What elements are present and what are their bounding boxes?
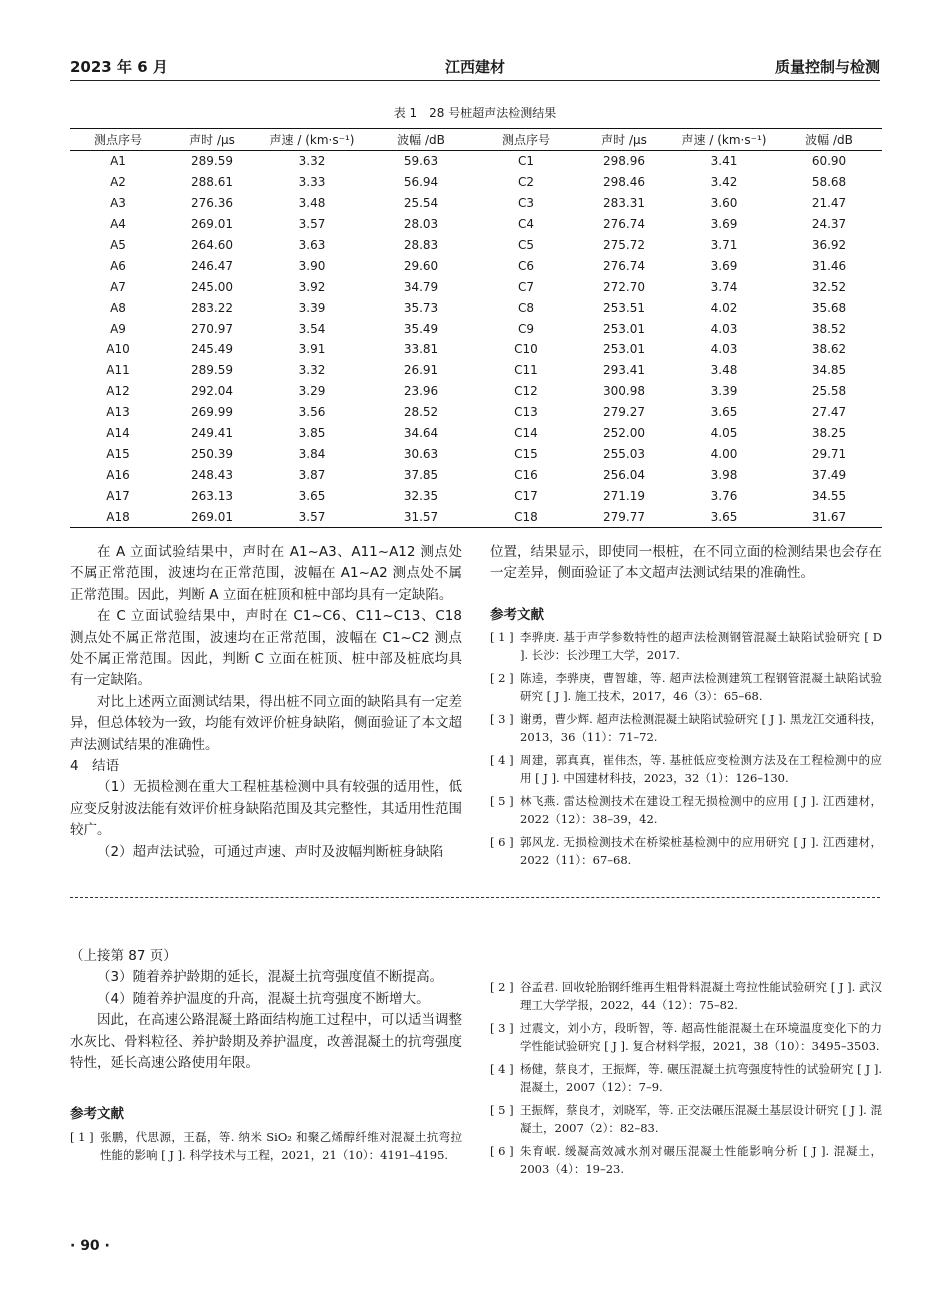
- references-list-2: [70, 1128, 462, 1169]
- section-heading: 4 结语: [70, 758, 120, 775]
- table-cell: C11: [514, 363, 538, 378]
- table-cell: 30.63: [403, 446, 439, 461]
- table-cell: A9: [110, 321, 126, 336]
- table-row: [70, 151, 882, 172]
- ref-number: [ 2 ]: [490, 671, 514, 685]
- ref-number: [ 5 ]: [490, 794, 514, 808]
- table-cell: 256.04: [603, 467, 645, 482]
- reference-item: [490, 1019, 882, 1055]
- table-header-row: [70, 129, 882, 151]
- col-header: 声时 /μs: [166, 129, 258, 151]
- table-row: [70, 193, 882, 214]
- ref-text: 朱育岷. 缓凝高效减水剂对碾压混凝土性能影响分析 [ J ]. 混凝土，2003（4）：19–23.: [520, 1144, 882, 1176]
- table-cell: C5: [517, 238, 534, 252]
- ref-text: 郭风龙. 无损检测技术在桥梁桩基检测中的应用研究 [ J ]. 江西建材，2022（11）：67–68.: [520, 835, 882, 867]
- table-cell: 3.48: [298, 196, 326, 211]
- body-right-column: [490, 542, 882, 585]
- ref-number: [ 3 ]: [490, 712, 514, 726]
- table-row: [70, 214, 882, 235]
- paragraph: 在 A 立面试验结果中，声时在 A1~A3、A11~A12 测点处不属正常范围，波速均在正常范围，波幅在 A1~A2 测点处不属正常范围。因此，判断 A 立面在桩顶和桩中部均具有一定缺陷。: [70, 544, 462, 603]
- reference-item: [490, 978, 882, 1014]
- paragraph: （2）超声法试验，可通过声速、声时及波幅判断桩身缺陷: [97, 843, 444, 860]
- col-header: 波幅 /dB: [776, 129, 882, 151]
- table-cell: 3.69: [710, 258, 738, 273]
- table-cell: A4: [110, 217, 126, 232]
- table-row: [70, 318, 882, 339]
- table-cell: C1: [517, 154, 534, 169]
- table-cell: 58.68: [811, 175, 847, 190]
- table-cell: 3.63: [298, 238, 326, 252]
- table-cell: 28.52: [403, 405, 439, 420]
- table-cell: 26.91: [403, 363, 439, 378]
- table-cell: 3.41: [710, 154, 738, 169]
- header-journal: 江西建材: [444, 58, 505, 76]
- table-cell: 292.04: [191, 384, 233, 399]
- table-cell: A1: [110, 154, 126, 169]
- table-cell: 3.98: [710, 467, 738, 482]
- table-cell: 253.01: [603, 342, 645, 357]
- table-cell: 3.65: [672, 506, 776, 527]
- table-row: [70, 464, 882, 485]
- table-cell: 3.57: [298, 217, 326, 232]
- table-row: [70, 381, 882, 402]
- table-cell: A3: [110, 196, 126, 211]
- table-cell: 269.99: [191, 405, 233, 420]
- body-left-column: [70, 542, 462, 863]
- table-cell: 3.39: [710, 384, 738, 399]
- ref-text: 李骅庚. 基于声学参数特性的超声法检测钢管混凝土缺陷试验研究 [ D ]. 长沙：长沙理工大学，2017.: [520, 630, 882, 662]
- table-cell: A18: [70, 506, 166, 527]
- table-cell: A13: [106, 405, 130, 420]
- table-cell: 59.63: [403, 154, 439, 169]
- table-cell: 29.60: [403, 258, 439, 273]
- table-cell: 276.74: [603, 258, 645, 273]
- table-cell: C15: [514, 446, 538, 461]
- paragraph: （4）随着养护温度的升高，混凝土抗弯强度不断增大。: [97, 990, 430, 1007]
- table-cell: C14: [514, 426, 538, 441]
- col-header: 波幅 /dB: [366, 129, 476, 151]
- table-cell: 34.64: [403, 426, 439, 441]
- table-cell: 3.42: [710, 175, 738, 190]
- references-list-3: [490, 978, 882, 1183]
- table-cell: 279.27: [603, 405, 645, 420]
- table-row: [70, 255, 882, 276]
- header-section: 质量控制与检测: [774, 58, 880, 76]
- table-caption: 表 1 28 号桩超声法检测结果: [393, 106, 557, 120]
- ref-text: 谢勇，曹少辉. 超声法检测混凝土缺陷试验研究 [ J ]. 黑龙江交通科技，2013，36（11）：71–72.: [520, 712, 882, 744]
- table-cell: 283.22: [191, 300, 233, 315]
- table-cell: 272.70: [603, 279, 645, 294]
- table-cell: 24.37: [811, 217, 847, 232]
- table-cell: 28.03: [403, 217, 439, 232]
- table-cell: C8: [517, 300, 534, 315]
- table-cell: 3.85: [298, 426, 326, 441]
- col-header: 声速 / (km·s⁻¹): [672, 129, 776, 151]
- table-row: [70, 276, 882, 297]
- table-cell: A10: [106, 342, 130, 357]
- header-date: 2023 年 6 月: [70, 58, 168, 76]
- table-row: [70, 443, 882, 464]
- table-row: [70, 235, 882, 256]
- table-cell: 3.74: [710, 279, 738, 294]
- col-header: 测点序号: [70, 129, 166, 151]
- table-cell: 35.73: [403, 300, 439, 315]
- table-cell: 38.25: [811, 426, 847, 441]
- table-cell: 34.79: [403, 279, 439, 294]
- reference-item: [490, 1060, 882, 1096]
- ref-number: [ 3 ]: [490, 1021, 514, 1035]
- ref-text: 杨健，蔡良才，王振辉，等. 碾压混凝土抗弯强度特性的试验研究 [ J ]. 混凝土，2007（12）：7–9.: [520, 1062, 882, 1094]
- table-cell: 3.33: [298, 175, 326, 190]
- references-list: [490, 628, 882, 874]
- table-cell: C4: [517, 217, 534, 232]
- table-cell: 37.49: [811, 467, 847, 482]
- table-cell: 60.90: [811, 154, 847, 169]
- table-cell: 3.32: [298, 154, 326, 169]
- table-cell: 28.83: [403, 238, 439, 252]
- table-cell: C6: [517, 258, 534, 273]
- table-cell: 23.96: [403, 384, 439, 399]
- table-cell: 33.81: [403, 342, 439, 357]
- running-header: [70, 56, 880, 80]
- table-cell: 56.94: [403, 175, 439, 190]
- table-cell: 3.91: [298, 342, 326, 357]
- table-cell: 279.77: [576, 506, 672, 527]
- table-cell: 3.54: [298, 321, 326, 336]
- continued-left-column: [70, 946, 462, 1074]
- paragraph: （3）随着养护龄期的延长，混凝土抗弯强度值不断提高。: [97, 969, 444, 986]
- header-rule: [70, 80, 880, 81]
- table-cell: A15: [106, 446, 130, 461]
- table-cell: 245.49: [191, 342, 233, 357]
- table-cell: 3.76: [710, 488, 738, 503]
- table-cell: A2: [110, 175, 126, 190]
- table-cell: 255.03: [603, 446, 645, 461]
- table-cell: 253.01: [603, 321, 645, 336]
- col-header: 测点序号: [476, 129, 576, 151]
- table-cell: 3.92: [298, 279, 326, 294]
- table-cell: 34.55: [811, 488, 847, 503]
- table-cell: 31.67: [776, 506, 882, 527]
- table-cell: 4.05: [710, 426, 738, 441]
- paragraph: 对比上述两立面测试结果，得出桩不同立面的缺陷具有一定差异，但总体较为一致，均能有效评价桩身缺陷，侧面验证了本文超声法测试结果的准确性。: [70, 693, 462, 753]
- paragraph: 因此，在高速公路混凝土路面结构施工过程中，可以适当调整水灰比、骨料粒径、养护龄期及养护温度，改善混凝土的抗弯强度特性，延长高速公路使用年限。: [70, 1012, 462, 1072]
- table-cell: 300.98: [603, 384, 645, 399]
- table-cell: 31.46: [811, 258, 847, 273]
- table-cell: 3.87: [298, 467, 326, 482]
- continued-note: （上接第 87 页）: [70, 948, 177, 964]
- ref-number: [ 1 ]: [70, 1130, 94, 1144]
- table-cell: 4.03: [710, 321, 738, 336]
- table-row: [70, 172, 882, 193]
- reference-item: [490, 751, 882, 787]
- ref-number: [ 2 ]: [490, 980, 514, 994]
- table-cell: 275.72: [603, 238, 645, 252]
- table-cell: 36.92: [811, 238, 847, 252]
- table-cell: 298.96: [603, 154, 645, 169]
- table-cell: A16: [106, 467, 130, 482]
- page-number: · 90 ·: [70, 1238, 110, 1254]
- table-cell: C2: [517, 175, 534, 190]
- table-cell: 3.39: [298, 300, 326, 315]
- table-cell: 37.85: [403, 467, 439, 482]
- table-cell: C9: [517, 321, 534, 336]
- table-cell: 4.03: [710, 342, 738, 357]
- table-cell: 3.56: [298, 405, 326, 420]
- table-cell: A17: [106, 488, 130, 503]
- table-cell: C10: [514, 342, 538, 357]
- ref-number: [ 4 ]: [490, 1062, 514, 1076]
- table-cell: 3.65: [298, 488, 326, 503]
- table-cell: 248.43: [191, 467, 233, 482]
- table-row: [70, 297, 882, 318]
- ref-text: 谷孟君. 回收轮胎钢纤维再生粗骨料混凝土弯拉性能试验研究 [ J ]. 武汉理工大学学报，2022，44（12）：75–82.: [520, 980, 882, 1012]
- table-cell: 288.61: [191, 175, 233, 190]
- table-cell: 35.49: [403, 321, 439, 336]
- reference-item: [490, 1142, 882, 1178]
- reference-item: [70, 1128, 462, 1164]
- table-cell: C3: [517, 196, 534, 211]
- table-cell: C13: [514, 405, 538, 420]
- table-cell: 4.00: [710, 446, 738, 461]
- table-cell: 293.41: [603, 363, 645, 378]
- table-cell: 27.47: [811, 405, 847, 420]
- article-separator: [70, 897, 880, 898]
- table-cell: 252.00: [603, 426, 645, 441]
- table-cell: 21.47: [811, 196, 847, 211]
- reference-item: [490, 833, 882, 869]
- table-cell: 253.51: [603, 300, 645, 315]
- table-cell: 249.41: [191, 426, 233, 441]
- results-table: [70, 128, 882, 528]
- table-cell: A6: [110, 258, 126, 273]
- reference-item: [490, 710, 882, 746]
- table-cell: 3.29: [298, 384, 326, 399]
- table-cell: 25.54: [403, 196, 439, 211]
- table-cell: 3.57: [258, 506, 366, 527]
- table-cell: C12: [514, 384, 538, 399]
- table-cell: 34.85: [811, 363, 847, 378]
- table-cell: 283.31: [603, 196, 645, 211]
- table-cell: 3.90: [298, 258, 326, 273]
- table-cell: 32.52: [811, 279, 847, 294]
- table-cell: 270.97: [191, 321, 233, 336]
- ref-text: 陈逵，李骅庚，曹智雄，等. 超声法检测建筑工程钢管混凝土缺陷试验研究 [ J ]. 施工技术，2017，46（3）：65–68.: [520, 671, 882, 703]
- ref-number: [ 5 ]: [490, 1103, 514, 1117]
- reference-item: [490, 792, 882, 828]
- table-cell: A12: [106, 384, 130, 399]
- table-cell: 269.01: [191, 217, 233, 232]
- ref-number: [ 4 ]: [490, 753, 514, 767]
- table-cell: 276.36: [191, 196, 233, 211]
- references-title: 参考文献: [490, 607, 544, 623]
- ref-text: 张鹏，代思源，王磊，等. 纳米 SiO₂ 和聚乙烯醇纤维对混凝土抗弯拉性能的影响 [ J ]. 科学技术与工程，2021，21（10）：4191–4195.: [100, 1130, 462, 1162]
- table-cell: 246.47: [191, 258, 233, 273]
- table-cell: 25.58: [811, 384, 847, 399]
- table-cell: A5: [110, 238, 126, 252]
- table-cell: 38.52: [811, 321, 847, 336]
- table-cell: C7: [517, 279, 534, 294]
- reference-item: [490, 628, 882, 664]
- paragraph: 位置，结果显示，即使同一根桩，在不同立面的检测结果也会存在一定差异，侧面验证了本文超声法测试结果的准确性。: [490, 544, 882, 582]
- ref-number: [ 1 ]: [490, 630, 514, 644]
- table-row: [70, 423, 882, 444]
- ref-text: 过震文，刘小方，段昕智，等. 超高性能混凝土在环境温度变化下的力学性能试验研究 [ J ]. 复合材料学报，2021，38（10）：3495–3503.: [520, 1021, 882, 1053]
- table-cell: C17: [514, 488, 538, 503]
- table-cell: 263.13: [191, 488, 233, 503]
- table-cell: C18: [476, 506, 576, 527]
- table-cell: 3.48: [710, 363, 738, 378]
- ref-text: 林飞燕. 雷达检测技术在建设工程无损检测中的应用 [ J ]. 江西建材，2022（12）：38–39，42.: [520, 794, 882, 826]
- table-cell: 38.62: [811, 342, 847, 357]
- ref-number: [ 6 ]: [490, 835, 514, 849]
- table-cell: 3.69: [710, 217, 738, 232]
- table-row: [70, 402, 882, 423]
- table-cell: A11: [106, 363, 130, 378]
- table-cell: 3.32: [298, 363, 326, 378]
- table-cell: 3.84: [298, 446, 326, 461]
- ref-text: 王振辉，蔡良才，刘晓军，等. 正交法碾压混凝土基层设计研究 [ J ]. 混凝土，2007（2）：82–83.: [520, 1103, 882, 1135]
- table-cell: 35.68: [811, 300, 847, 315]
- table-cell: 4.02: [710, 300, 738, 315]
- table-cell: 276.74: [603, 217, 645, 232]
- table-cell: 289.59: [191, 363, 233, 378]
- table-cell: 3.65: [710, 405, 738, 420]
- table-row: [70, 360, 882, 381]
- table-cell: 250.39: [191, 446, 233, 461]
- table-row: [70, 506, 882, 527]
- table-cell: 3.60: [710, 196, 738, 211]
- table-cell: 29.71: [811, 446, 847, 461]
- paragraph: （1）无损检测在重大工程桩基检测中具有较强的适用性，低应变反射波法能有效评价桩身缺陷范围及其完整性，其适用性范围较广。: [70, 779, 462, 839]
- table-cell: A7: [110, 279, 126, 294]
- table-cell: 289.59: [191, 154, 233, 169]
- table-cell: 32.35: [403, 488, 439, 503]
- col-header: 声速 / (km·s⁻¹): [258, 129, 366, 151]
- table-cell: 264.60: [191, 238, 233, 252]
- ref-text: 周建，郭真真，崔伟杰，等. 基桩低应变检测方法及在工程检测中的应用 [ J ]. 中国建材科技，2023，32（1）：126–130.: [520, 753, 882, 785]
- table-cell: 269.01: [166, 506, 258, 527]
- table-cell: C16: [514, 467, 538, 482]
- table-row: [70, 485, 882, 506]
- reference-item: [490, 669, 882, 705]
- paragraph: 在 C 立面试验结果中，声时在 C1~C6、C11~C13、C18 测点处不属正常范围，波速均在正常范围，波幅在 C1~C2 测点处不属正常范围。因此，判断 C 立面在桩顶、桩中部及桩底均具有一定缺陷。: [70, 608, 462, 689]
- references-title-2: 参考文献: [70, 1106, 124, 1122]
- table-row: [70, 339, 882, 360]
- table-cell: A8: [110, 300, 126, 315]
- ref-number: [ 6 ]: [490, 1144, 514, 1158]
- table-cell: 3.71: [710, 238, 738, 252]
- table-cell: 271.19: [603, 488, 645, 503]
- reference-item: [490, 1101, 882, 1137]
- col-header: 声时 /μs: [576, 129, 672, 151]
- table-cell: 245.00: [191, 279, 233, 294]
- table-cell: A14: [106, 426, 130, 441]
- table-cell: 298.46: [603, 175, 645, 190]
- table-cell: 31.57: [366, 506, 476, 527]
